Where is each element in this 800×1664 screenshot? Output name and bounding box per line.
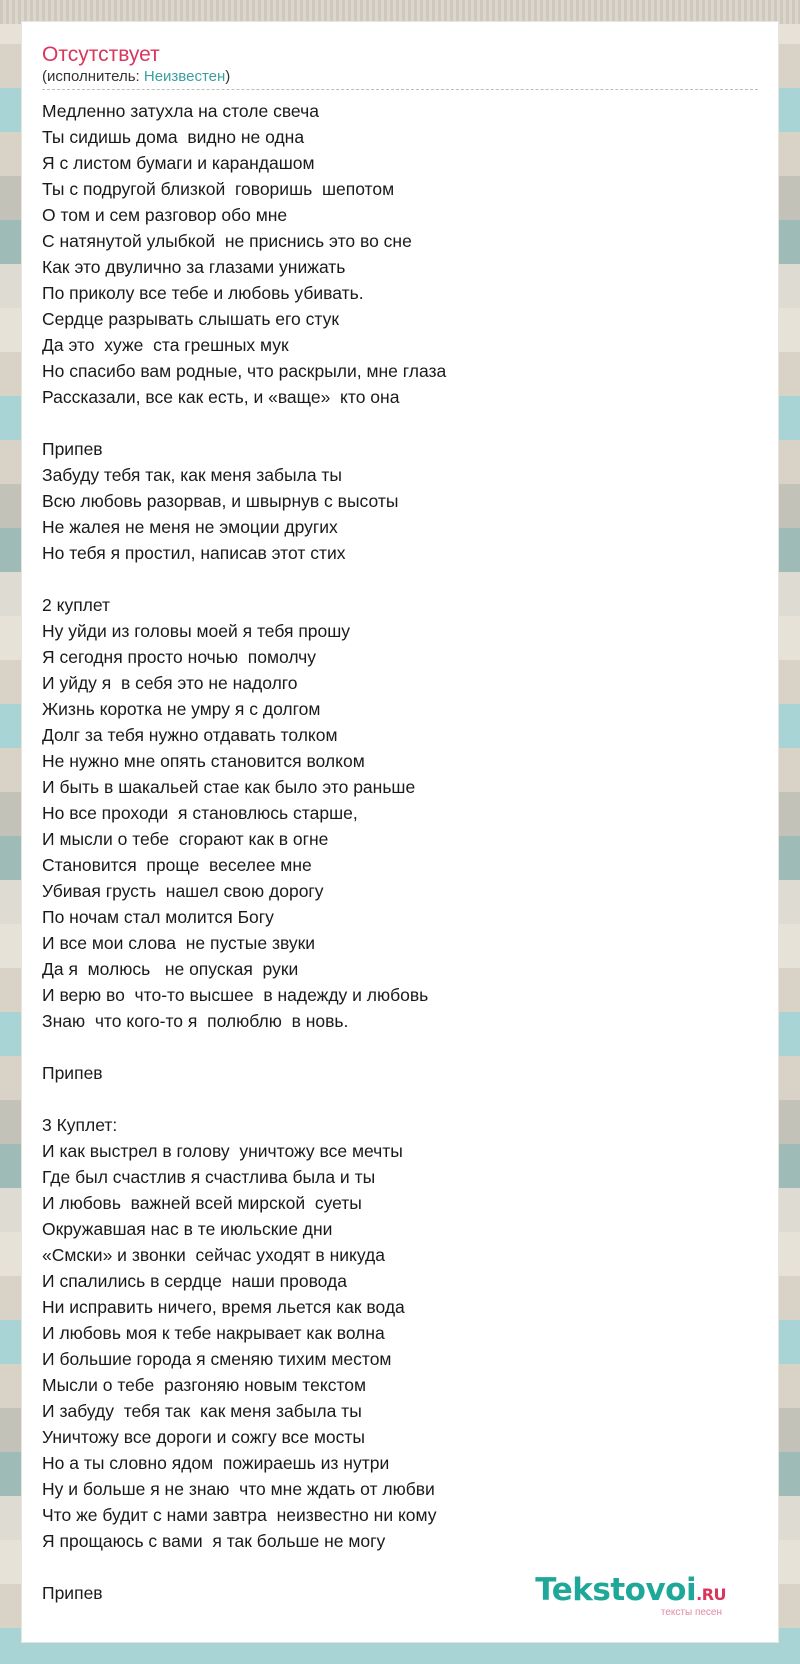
lyric-line: Где был счастлив я счастлива была и ты xyxy=(42,1167,376,1187)
lyric-line: Ну и больше я не знаю что мне ждать от любви xyxy=(42,1479,435,1499)
lyric-line: Не нужно мне опять становится волком xyxy=(42,751,365,771)
song-title: Отсутствует xyxy=(42,43,160,66)
lyric-line: Ни исправить ничего, время льется как вода xyxy=(42,1297,405,1317)
decorative-top-border xyxy=(0,0,800,24)
lyric-line: Ну уйди из головы моей я тебя прошу xyxy=(42,621,351,641)
lyric-line: Уничтожу все дороги и сожгу все мосты xyxy=(42,1427,366,1447)
lyric-line: О том и сем разговор обо мне xyxy=(42,205,288,225)
site-logo[interactable] xyxy=(535,1574,726,1618)
lyric-line: Я с листом бумаги и карандашом xyxy=(42,153,315,173)
lyric-line: Припев xyxy=(42,439,103,459)
lyric-line: Рассказали, все как есть, и «ваще» кто она xyxy=(42,387,400,407)
lyric-line: И уйду я в себя это не надолго xyxy=(42,673,298,693)
lyric-line: Я прощаюсь с вами я так больше не могу xyxy=(42,1531,386,1551)
lyric-line: И мысли о тебе сгорают как в огне xyxy=(42,829,329,849)
lyric-line: Убивая грусть нашел свою дорогу xyxy=(42,881,324,901)
lyrics-page xyxy=(22,22,778,1642)
lyric-line: Да я молюсь не опуская руки xyxy=(42,959,299,979)
lyric-line: И любовь моя к тебе накрывает как волна xyxy=(42,1323,385,1343)
lyric-line: Припев xyxy=(42,1063,103,1083)
artist-prefix: (исполнитель: xyxy=(42,68,144,85)
lyric-line: Знаю что кого-то я полюблю в новь. xyxy=(42,1011,349,1031)
lyric-line: По приколу все тебе и любовь убивать. xyxy=(42,283,364,303)
lyric-line: Да это хуже ста грешных мук xyxy=(42,335,289,355)
lyric-line: И спалились в сердце наши провода xyxy=(42,1271,347,1291)
lyric-line: Мысли о тебе разгоняю новым текстом xyxy=(42,1375,367,1395)
blank-line xyxy=(42,410,758,436)
artist-suffix: ) xyxy=(225,68,231,85)
lyric-line: И все мои слова не пустые звуки xyxy=(42,933,316,953)
lyric-line: Как это двулично за глазами унижать xyxy=(42,257,346,277)
lyric-line: Всю любовь разорвав, и швырнув с высоты xyxy=(42,491,399,511)
lyric-line: Забуду тебя так, как меня забыла ты xyxy=(42,465,343,485)
lyric-line: Но все проходи я становлюсь старше, xyxy=(42,803,358,823)
lyric-line: Ты сидишь дома видно не одна xyxy=(42,127,305,147)
lyric-line: Ты с подругой близкой говоришь шепотом xyxy=(42,179,395,199)
lyric-line: «Смски» и звонки сейчас уходят в никуда xyxy=(42,1245,385,1265)
logo-wordmark: Tekstovoi xyxy=(535,1572,697,1608)
blank-line xyxy=(42,1034,758,1060)
lyric-line: И забуду тебя так как меня забыла ты xyxy=(42,1401,362,1421)
lyric-line: Что же будит с нами завтра неизвестно ни кому xyxy=(42,1505,437,1525)
lyric-line: 3 Куплет: xyxy=(42,1115,118,1135)
logo-domain: .RU xyxy=(696,1585,726,1604)
lyric-line: Окружавшая нас в те июльские дни xyxy=(42,1219,333,1239)
lyrics-content xyxy=(42,42,758,1606)
lyric-line: Становится проще веселее мне xyxy=(42,855,312,875)
blank-line xyxy=(42,566,758,592)
lyric-line: Но спасибо вам родные, что раскрыли, мне глаза xyxy=(42,361,447,381)
lyric-line: Я сегодня просто ночью помолчу xyxy=(42,647,317,667)
lyrics-text xyxy=(42,98,758,1606)
lyric-line: Сердце разрывать слышать его стук xyxy=(42,309,339,329)
lyric-line: И большие города я сменяю тихим местом xyxy=(42,1349,392,1369)
lyric-line: Жизнь коротка не умру я с долгом xyxy=(42,699,321,719)
lyric-line: Не жалея не меня не эмоции других xyxy=(42,517,338,537)
lyric-line: Медленно затухла на столе свеча xyxy=(42,101,319,121)
lyric-line: Припев xyxy=(42,1583,103,1603)
artist-line xyxy=(42,68,758,90)
lyric-line: И как выстрел в голову уничтожу все мечты xyxy=(42,1141,403,1161)
lyric-line: И быть в шакальей стае как было это раньше xyxy=(42,777,416,797)
artist-link[interactable]: Неизвестен xyxy=(143,68,226,85)
logo-tagline: тексты песен xyxy=(660,1607,722,1618)
lyric-line: По ночам стал молится Богу xyxy=(42,907,274,927)
lyric-line: Но тебя я простил, написав этот стих xyxy=(42,543,346,563)
lyric-line: И верю во что-то высшее в надежду и любовь xyxy=(42,985,429,1005)
lyric-line: И любовь важней всей мирской суеты xyxy=(42,1193,362,1213)
lyric-line: 2 куплет xyxy=(42,595,111,615)
lyric-line: Но а ты словно ядом пожираешь из нутри xyxy=(42,1453,390,1473)
lyric-line: Долг за тебя нужно отдавать толком xyxy=(42,725,338,745)
blank-line xyxy=(42,1086,758,1112)
lyric-line: С натянутой улыбкой не приснись это во сне xyxy=(42,231,412,251)
